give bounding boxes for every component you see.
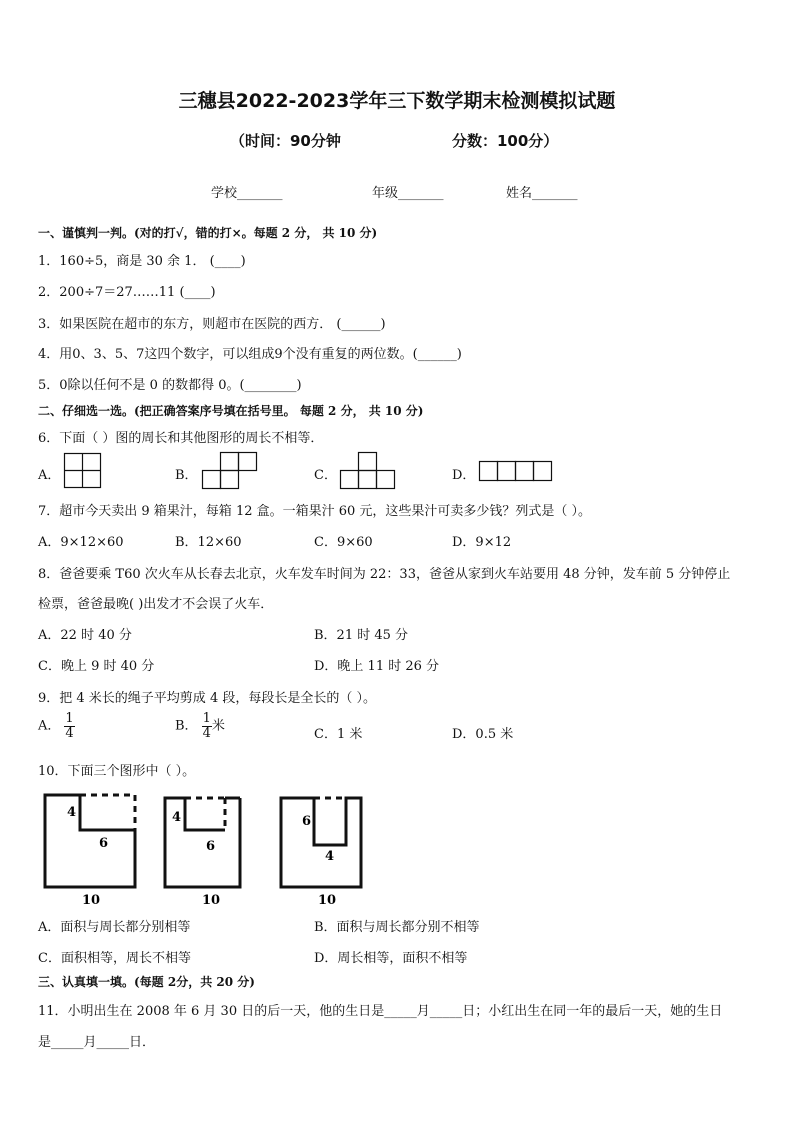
q9-option-b-fraction xyxy=(202,712,212,740)
fig1-label-bottom: 10 xyxy=(82,893,101,908)
q10-figure-1 xyxy=(40,790,140,912)
question-7: 7．超市今天卖出 9 箱果汁，每箱 12 盒。一箱果汁 60 元，这些果汁可卖多少钱？列式是（ ）。 xyxy=(38,504,592,519)
q6-option-b: B． xyxy=(175,468,198,483)
q8-option-a: A．22 时 40 分 xyxy=(38,628,132,643)
q9-b-numerator: 1 xyxy=(202,711,211,726)
section-1-heading: 一、谨慎判一判。(对的打√，错的打×。每题 2 分， 共 10 分) xyxy=(38,226,378,240)
q6-option-a: A． xyxy=(38,468,61,483)
section-2-heading: 二、仔细选一选。(把正确答案序号填在括号里。 每题 2 分， 共 10 分) xyxy=(38,404,424,418)
q6-option-d: D． xyxy=(452,468,476,483)
exam-time: （时间：90分钟 xyxy=(230,132,341,150)
q9-option-a xyxy=(38,712,75,740)
q9-option-a-fraction xyxy=(64,712,74,740)
q10-figure-3 xyxy=(276,790,376,912)
q6-figure-d xyxy=(479,461,553,483)
question-5: 5．0除以任何不是 0 的数都得 0。(________) xyxy=(38,378,302,393)
question-3: 3．如果医院在超市的东方，则超市在医院的西方． (______) xyxy=(38,317,386,332)
question-9: 9．把 4 米长的绳子平均剪成 4 段，每段长是全长的（ ）。 xyxy=(38,691,376,706)
question-11-line-2: 是_____月_____日． xyxy=(38,1035,156,1050)
q6-figure-b xyxy=(202,452,258,490)
q10-figure-2 xyxy=(160,790,260,912)
fig3-label-bottom: 10 xyxy=(318,893,337,908)
exam-score: 分数：100分） xyxy=(452,132,559,150)
q6-option-c: C． xyxy=(314,468,337,483)
exam-title: 三穗县2022-2023学年三下数学期末检测模拟试题 xyxy=(178,90,616,112)
q9-option-c: C．1 米 xyxy=(314,727,363,742)
q7-option-c: C．9×60 xyxy=(314,535,373,550)
fig2-label-bottom: 10 xyxy=(202,893,221,908)
q10-option-a: A．面积与周长都分别相等 xyxy=(38,920,191,935)
q10-option-d: D．周长相等，面积不相等 xyxy=(314,951,468,966)
q10-option-c: C．面积相等，周长不相等 xyxy=(38,951,191,966)
q8-option-c: C．晚上 9 时 40 分 xyxy=(38,659,155,674)
question-4: 4．用0、3、5、7这四个数字，可以组成9个没有重复的两位数。(______) xyxy=(38,347,462,362)
question-8-line-1: 8．爸爸要乘 T60 次火车从长春去北京，火车发车时间为 22：33，爸爸从家到火车站要用 48 分钟，发车前 5 分钟停止 xyxy=(38,567,731,582)
q7-option-a: A．9×12×60 xyxy=(38,535,124,550)
q6-figure-c xyxy=(340,452,396,490)
q10-option-b: B．面积与周长都分别不相等 xyxy=(314,920,480,935)
question-11-line-1: 11．小明出生在 2008 年 6 月 30 日的后一天，他的生日是_____月_____日；小红出生在同一年的最后一天，她的生日 xyxy=(38,1004,723,1019)
q9-option-d: D．0.5 米 xyxy=(452,727,514,742)
name-field: 姓名_______ xyxy=(506,186,578,201)
q9-option-b-label: B． xyxy=(175,718,198,734)
q9-option-a-label: A． xyxy=(38,718,61,734)
q9-b-unit: 米 xyxy=(211,718,225,734)
fig2-label-left: 4 xyxy=(172,810,182,825)
fig1-label-left: 4 xyxy=(67,805,77,820)
question-6: 6．下面（ ）图的周长和其他图形的周长不相等． xyxy=(38,431,324,446)
question-8-line-2: 检票，爸爸最晚( )出发才不会误了火车． xyxy=(38,597,274,612)
q6-figure-a xyxy=(64,453,102,489)
q8-option-b: B．21 时 45 分 xyxy=(314,628,409,643)
fig2-label-inner: 6 xyxy=(206,839,216,854)
fig1-label-inner: 6 xyxy=(99,836,109,851)
question-1: 1．160÷5，商是 30 余 1． (____) xyxy=(38,254,246,269)
q9-a-denominator: 4 xyxy=(65,725,74,741)
q8-option-d: D．晚上 11 时 26 分 xyxy=(314,659,440,674)
q9-a-numerator: 1 xyxy=(65,711,74,726)
fig3-label-left: 6 xyxy=(302,814,312,829)
question-10: 10．下面三个图形中（ ）。 xyxy=(38,764,196,779)
q9-b-denominator: 4 xyxy=(202,725,211,741)
q9-option-b xyxy=(175,712,225,740)
fig3-label-inner: 4 xyxy=(325,849,335,864)
q7-option-d: D．9×12 xyxy=(452,535,512,550)
school-field: 学校_______ xyxy=(211,186,283,201)
section-3-heading: 三、认真填一填。(每题 2分，共 20 分) xyxy=(38,975,255,989)
q7-option-b: B．12×60 xyxy=(175,535,242,550)
question-2: 2．200÷7＝27……11 (____) xyxy=(38,285,216,300)
grade-field: 年级_______ xyxy=(372,186,444,201)
